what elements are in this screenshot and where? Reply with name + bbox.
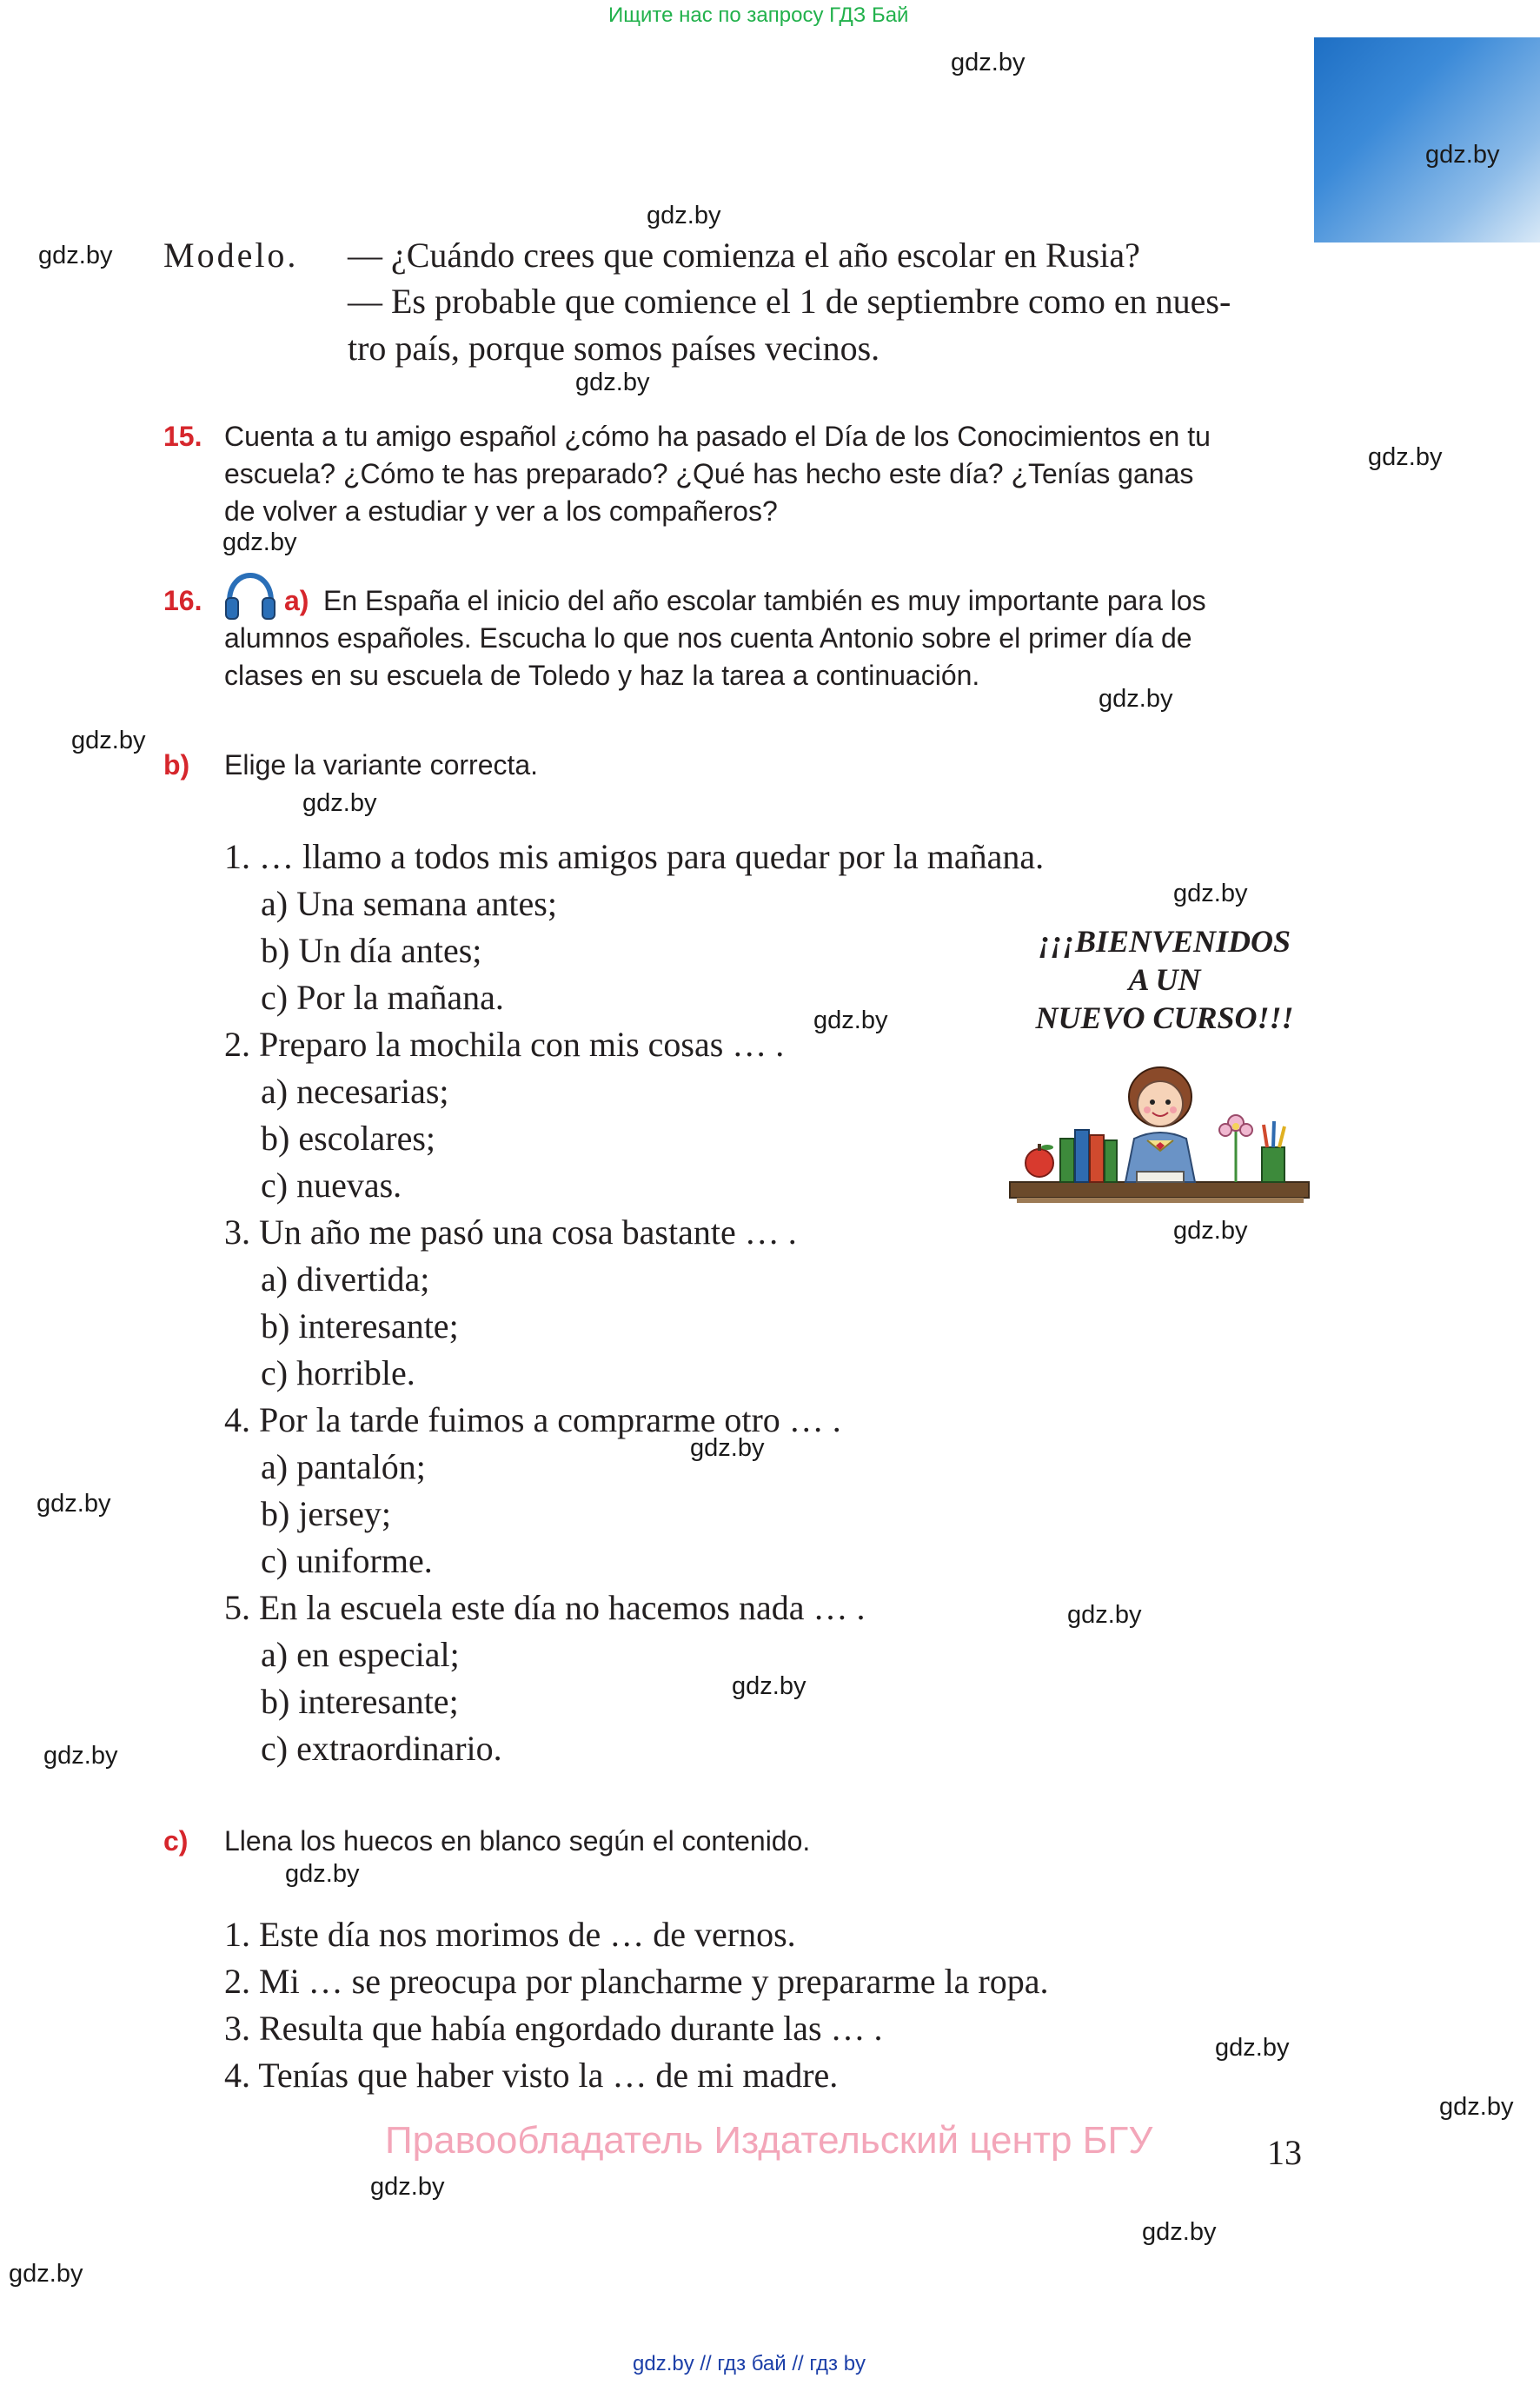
watermark: gdz.by bbox=[575, 369, 650, 396]
exercise-text: Cuenta a tu amigo español ¿cómo ha pasado el Día de los Conocimientos en tu bbox=[224, 421, 1211, 452]
watermark: gdz.by bbox=[1099, 685, 1173, 713]
question-item: 4. Por la tarde fuimos a comprarme otro … . bbox=[224, 1400, 841, 1439]
option-item: b) jersey; bbox=[261, 1494, 391, 1533]
question-item: 2. Preparo la mochila con mis cosas … . bbox=[224, 1025, 785, 1064]
option-item: c) horrible. bbox=[261, 1353, 415, 1392]
option-item: a) en especial; bbox=[261, 1635, 460, 1674]
modelo-line: — ¿Cuándo crees que comienza el año escolar en Rusia? bbox=[348, 236, 1140, 275]
option-item: a) necesarias; bbox=[261, 1072, 449, 1111]
watermark: gdz.by bbox=[302, 789, 377, 817]
student-desk-illustration bbox=[1008, 1043, 1312, 1212]
page-number: 13 bbox=[1267, 2133, 1302, 2172]
option-item: c) uniforme. bbox=[261, 1541, 433, 1580]
rights-holder: Правообладатель Издательский центр БГУ bbox=[385, 2119, 1153, 2162]
watermark: gdz.by bbox=[1173, 1217, 1248, 1245]
fill-in-item: 3. Resulta que había engordado durante las … . bbox=[224, 2009, 883, 2048]
corner-decoration bbox=[1314, 37, 1540, 242]
exercise-text: de volver a estudiar y ver a los compañeros? bbox=[224, 495, 778, 527]
bottom-banner[interactable]: gdz.by // гдз бай // гдз by bbox=[633, 2352, 866, 2375]
watermark: gdz.by bbox=[222, 528, 297, 556]
exercise-text: clases en su escuela de Toledo y haz la tarea a continuación. bbox=[224, 660, 980, 691]
watermark: gdz.by bbox=[690, 1434, 765, 1462]
exercise-number: 15. bbox=[163, 421, 202, 452]
watermark: gdz.by bbox=[1142, 2218, 1217, 2246]
option-item: a) Una semana antes; bbox=[261, 884, 557, 923]
option-item: b) interesante; bbox=[261, 1306, 459, 1345]
part-instruction: Elige la variante correcta. bbox=[224, 749, 539, 781]
part-label-c: c) bbox=[163, 1825, 189, 1857]
exercise-text: alumnos españoles. Escucha lo que nos cuenta Antonio sobre el primer día de bbox=[224, 622, 1192, 654]
question-item: 1. … llamo a todos mis amigos para quedar por la mañana. bbox=[224, 837, 1045, 876]
headphones-icon bbox=[222, 572, 278, 622]
option-item: c) nuevas. bbox=[261, 1166, 402, 1205]
part-instruction: Llena los huecos en blanco según el contenido. bbox=[224, 1825, 811, 1857]
watermark: gdz.by bbox=[732, 1672, 807, 1700]
option-item: b) Un día antes; bbox=[261, 931, 482, 970]
question-item: 3. Un año me pasó una cosa bastante … . bbox=[224, 1212, 797, 1252]
watermark: gdz.by bbox=[71, 727, 146, 754]
watermark: gdz.by bbox=[43, 1742, 118, 1770]
watermark: gdz.by bbox=[647, 202, 721, 229]
illustration-caption: NUEVO CURSO!!! bbox=[1035, 1000, 1294, 1035]
option-item: c) Por la mañana. bbox=[261, 978, 504, 1017]
option-item: b) escolares; bbox=[261, 1119, 436, 1158]
exercise-number: 16. bbox=[163, 585, 202, 616]
illustration-caption: A UN bbox=[1128, 962, 1201, 997]
modelo-line: — Es probable que comience el 1 de septiembre como en nues- bbox=[348, 282, 1231, 321]
fill-in-item: 2. Mi … se preocupa por plancharme y prepararme la ropa. bbox=[224, 1962, 1049, 2001]
option-item: c) extraordinario. bbox=[261, 1729, 502, 1768]
watermark: gdz.by bbox=[37, 1490, 111, 1518]
watermark: gdz.by bbox=[1215, 2034, 1290, 2062]
part-label-a: a) bbox=[284, 585, 309, 616]
watermark: gdz.by bbox=[38, 242, 113, 269]
exercise-text: En España el inicio del año escolar también es muy importante para los bbox=[323, 585, 1206, 616]
option-item: a) pantalón; bbox=[261, 1447, 426, 1486]
part-label-b: b) bbox=[163, 749, 190, 781]
exercise-text: escuela? ¿Cómo te has preparado? ¿Qué has hecho este día? ¿Tenías ganas bbox=[224, 458, 1194, 489]
fill-in-item: 1. Este día nos morimos de … de vernos. bbox=[224, 1915, 796, 1954]
watermark: gdz.by bbox=[951, 49, 1026, 76]
watermark: gdz.by bbox=[1368, 443, 1443, 471]
watermark: gdz.by bbox=[1425, 141, 1500, 169]
top-banner[interactable]: Ищите нас по запросу ГДЗ Бай bbox=[608, 3, 909, 27]
watermark: gdz.by bbox=[285, 1860, 360, 1888]
illustration-caption: ¡¡¡BIENVENIDOS bbox=[1038, 924, 1291, 959]
question-item: 5. En la escuela este día no hacemos nada … . bbox=[224, 1588, 866, 1627]
watermark: gdz.by bbox=[370, 2173, 445, 2201]
watermark: gdz.by bbox=[1067, 1601, 1142, 1629]
watermark: gdz.by bbox=[9, 2260, 83, 2288]
modelo-line: tro país, porque somos países vecinos. bbox=[348, 329, 880, 368]
option-item: b) interesante; bbox=[261, 1682, 459, 1721]
watermark: gdz.by bbox=[813, 1006, 888, 1034]
watermark: gdz.by bbox=[1439, 2093, 1514, 2121]
fill-in-item: 4. Tenías que haber visto la … de mi madre. bbox=[224, 2056, 839, 2095]
option-item: a) divertida; bbox=[261, 1259, 430, 1299]
watermark: gdz.by bbox=[1173, 880, 1248, 907]
modelo-label: Modelo. bbox=[163, 236, 299, 275]
